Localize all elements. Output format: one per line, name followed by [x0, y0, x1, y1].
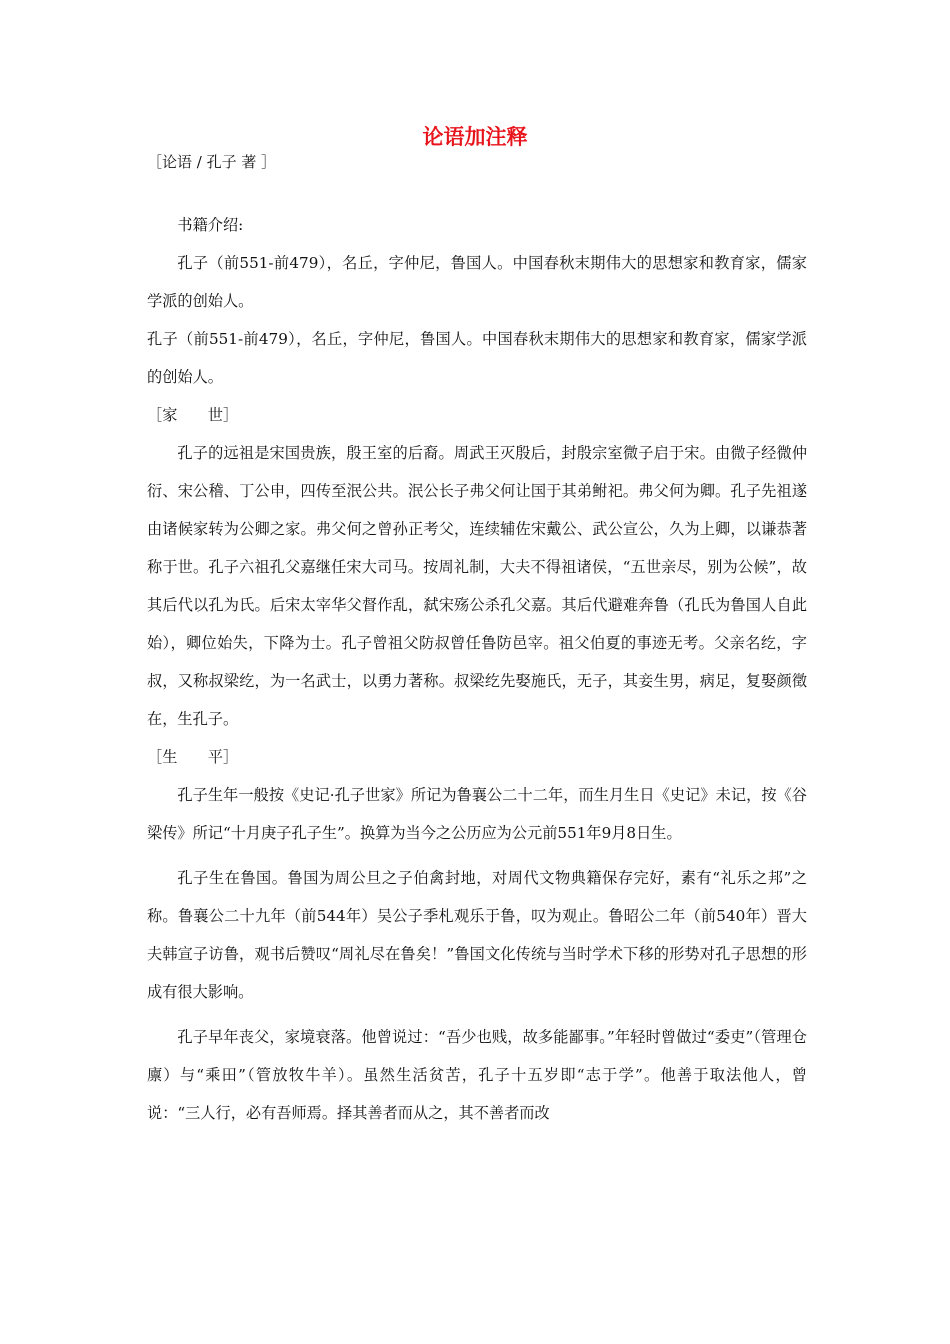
- life-paragraph-2: 孔子生在鲁国。鲁国为周公旦之子伯禽封地，对周代文物典籍保存完好，素有“礼乐之邦”之称。鲁襄公二十九年（前544年）吴公子季札观乐于鲁，叹为观止。鲁昭公二年（前540年）晋大夫韩宣子访鲁，观书后赞叹“周礼尽在鲁矣！”鲁国文化传统与当时学术下移的形势对孔子思想的形成有很大影响。: [147, 869, 807, 1001]
- book-meta: ［论语 / 孔子 著 ］: [147, 153, 277, 171]
- document-body: [147, 206, 807, 1132]
- section-heading-life: ［生 平］: [147, 748, 239, 766]
- intro-label: 书籍介绍:: [177, 216, 244, 234]
- life-paragraph-3: 孔子早年丧父，家境衰落。他曾说过：“吾少也贱，故多能鄙事。”年轻时曾做过“委吏”（管理仓廪）与“乘田”（管放牧牛羊）。虽然生活贫苦，孔子十五岁即“志于学”。他善于取法他人，曾说：“三人行，必有吾师焉。择其善者而从之，其不善者而改: [147, 1028, 807, 1122]
- intro-paragraph-2: 孔子（前551-前479），名丘，字仲尼，鲁国人。中国春秋末期伟大的思想家和教育家，儒家学派的创始人。: [147, 330, 807, 386]
- intro-paragraph-1: 孔子（前551-前479），名丘，字仲尼，鲁国人。中国春秋末期伟大的思想家和教育家，儒家学派的创始人。: [147, 254, 807, 310]
- life-paragraph-1: 孔子生年一般按《史记·孔子世家》所记为鲁襄公二十二年，而生月生日《史记》未记，按《谷梁传》所记“十月庚子孔子生”。换算为当今之公历应为公元前551年9月8日生。: [147, 786, 807, 842]
- family-paragraph: 孔子的远祖是宋国贵族，殷王室的后裔。周武王灭殷后，封殷宗室微子启于宋。由微子经微仲衍、宋公稽、丁公申，四传至泯公共。泯公长子弗父何让国于其弟鲋祀。弗父何为卿。孔子先祖遂由诸候家转为公卿之家。弗父何之曾孙正考父，连续辅佐宋戴公、武公宣公，久为上卿，以谦恭著称于世。孔子六祖孔父嘉继任宋大司马。按周礼制，大夫不得祖诸侯，“五世亲尽，别为公候”，故其后代以孔为氏。后宋太宰华父督作乱，弑宋殇公杀孔父嘉。其后代避难奔鲁（孔氏为鲁国人自此始），卿位始失，下降为士。孔子曾祖父防叔曾任鲁防邑宰。祖父伯夏的事迹无考。父亲名纥，字叔，又称叔梁纥，为一名武士，以勇力著称。叔梁纥先娶施氏，无子，其妾生男，病足，复娶颜徵在，生孔子。: [147, 444, 807, 728]
- document-title: 论语加注释: [422, 124, 528, 149]
- section-heading-family: ［家 世］: [147, 406, 239, 424]
